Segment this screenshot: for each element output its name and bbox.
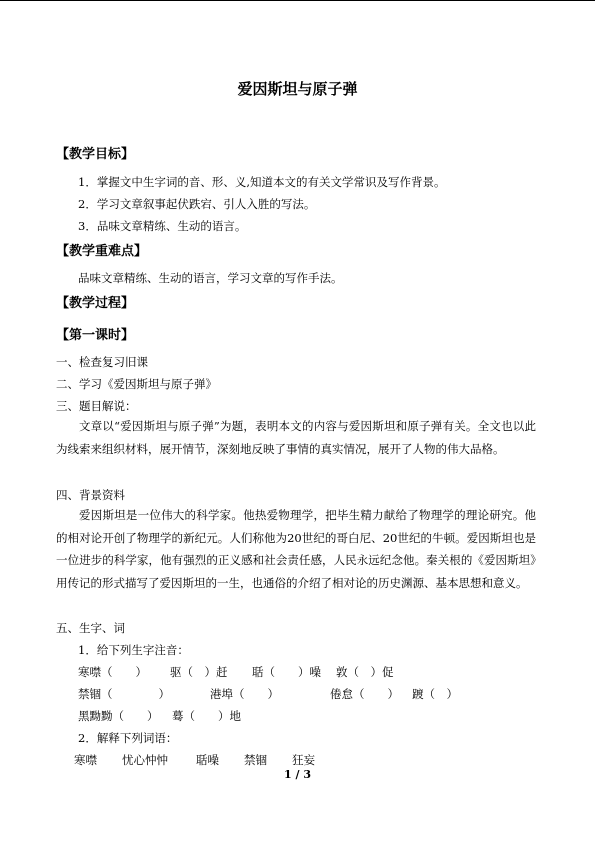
heading-key-points: 【教学重难点】 <box>56 244 148 259</box>
outline-background: 四、背景资料 <box>56 488 125 502</box>
top-rule <box>0 0 595 1</box>
outline-title-explain: 三、题目解说： <box>56 399 137 413</box>
vocab-term: 忧心忡忡 <box>122 753 168 767</box>
title-explain-text: 文章以“爱因斯坦与原子弹”为题，表明本文的内容与爱因斯坦和原子弹有关。全文也以此为线索来组织材料，展开情节，深刻地反映了事情的真实情况，展开了人物的伟大品格。 <box>56 419 536 456</box>
vocab-item: 黑黝黝（ ） <box>78 709 159 723</box>
goal-item-1: 1．掌握文中生字词的音、形、义,知道本文的有关文学常识及写作背景。 <box>78 175 446 189</box>
vocab-item: 港埠（ ） <box>210 687 279 701</box>
goal-item-2: 2．学习文章叙事起伏跌宕、引人入胜的写法。 <box>78 197 316 211</box>
vocab-question-1: 1．给下列生字注音： <box>78 643 189 657</box>
vocab-term: 聒噪 <box>196 753 219 767</box>
vocab-item: 蓦（ ）地 <box>172 709 241 723</box>
document-title: 爱因斯坦与原子弹 <box>237 80 358 98</box>
vocab-item: 倦怠（ ） <box>330 687 399 701</box>
outline-vocabulary: 五、生字、词 <box>56 621 125 635</box>
outline-study: 二、学习《爱因斯坦与原子弹》 <box>56 377 217 391</box>
outline-review: 一、检查复习旧课 <box>56 355 148 369</box>
vocab-term: 狂妄 <box>292 753 315 767</box>
vocab-question-2: 2．解释下列词语： <box>78 731 178 745</box>
vocab-item: 寒噤（ ） <box>78 665 147 679</box>
heading-lesson-one: 【第一课时】 <box>56 328 135 343</box>
vocab-item: 敦（ ）促 <box>336 665 394 679</box>
vocab-item: 驱（ ）赶 <box>170 665 228 679</box>
vocab-item: 踱（ ） <box>412 687 458 701</box>
vocab-term: 寒噤 <box>74 753 97 767</box>
vocab-item: 禁锢（ ） <box>78 687 170 701</box>
goal-item-3: 3．品味文章精练、生动的语言。 <box>78 219 247 233</box>
heading-teaching-goals: 【教学目标】 <box>56 147 135 162</box>
heading-teaching-process: 【教学过程】 <box>56 296 135 311</box>
vocab-item: 聒（ ）噪 <box>252 665 321 679</box>
page-number: 1 / 3 <box>284 768 311 781</box>
background-paragraph <box>56 504 536 594</box>
background-text: 爱因斯坦是一位伟大的科学家。他热爱物理学，把毕生精力献给了物理学的理论研究。他的相对论开创了物理学的新纪元。人们称他为20世纪的哥白尼、20世纪的牛顿。爱因斯坦也是一位进步的科学家，他有强烈的正义感和社会责任感，人民永远纪念他。秦关根的《爱因斯坦》用传记的形式描写了爱因斯坦的一生，也通俗的介绍了相对论的历史渊源、基本思想和意义。 <box>56 508 536 590</box>
title-explain-paragraph <box>56 415 536 460</box>
vocab-term: 禁锢 <box>244 753 267 767</box>
key-points-text: 品味文章精练、生动的语言，学习文章的写作手法。 <box>78 271 343 285</box>
